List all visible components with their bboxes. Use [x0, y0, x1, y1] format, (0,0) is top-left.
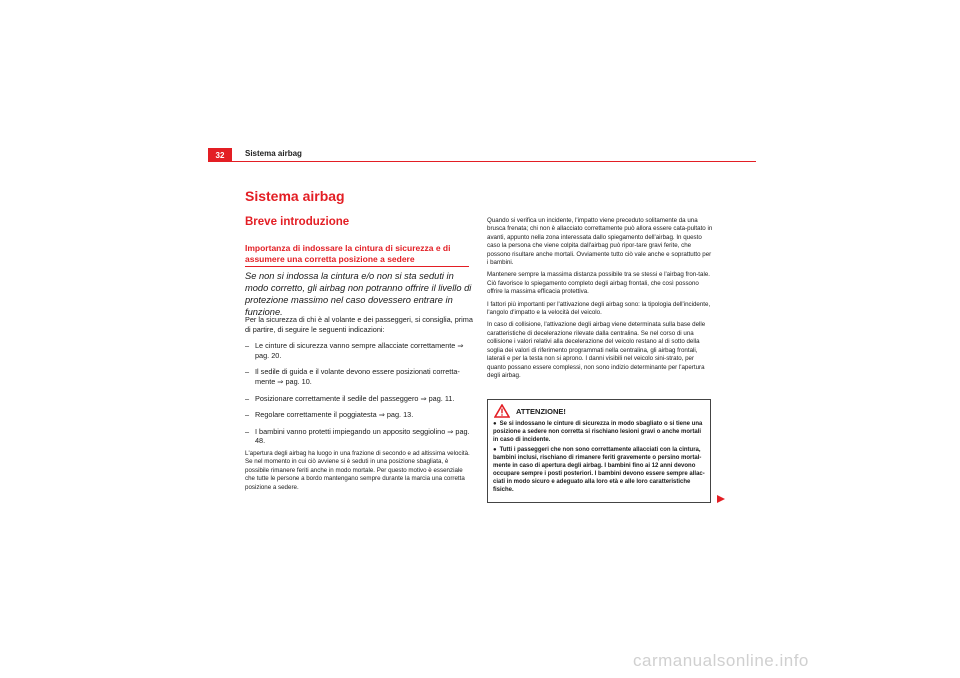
running-head: Sistema airbag [245, 149, 302, 158]
intro-text: Se non si indossa la cintura e/o non si sta seduti in modo corretto, gli airbag non potranno offrire il livello di protezione massimo nel caso dovessero entrare in funzione. [245, 271, 472, 317]
subsection-title: Importanza di indossare la cintura di sicurezza e di assumere una corretta posizione a sedere [245, 243, 469, 267]
list-item [245, 427, 473, 446]
right-paragraph: I fattori più importanti per l'attivazione degli airbag sono: la tipologia dell'incidente, l'angolo d'impatto e la velocità del veicolo. [487, 300, 711, 317]
list-item [245, 410, 473, 420]
warning-header [494, 404, 566, 418]
page-number: 32 [208, 148, 232, 162]
small-paragraph: L'apertura degli airbag ha luogo in una frazione di secondo e ad altissima velocità. Se nel momento in cui ciò avviene si è seduti in una posizione sbagliata, è possibile rimanere feriti anche in modo mortale. Per questo motivo è essenziale che tutte le persone a bordo mantengano sempre durante la marcia una corretta posizione a sedere. [245, 450, 470, 491]
right-paragraph: In caso di collisione, l'attivazione degli airbag viene determinata sulla base delle caratteristiche di decelerazione rilevate dalla centralina. Se nel corso di una collisione i valori relativi alla decelerazione del veicolo restano al di sotto della soglia dei valori di riferimento programmati nella centralina, gli airbag frontali, laterali e per la testa non si aprono. I danni visibili nel veicolo sini-strato, per quanto possano essere complessi, non sono indizio determinante per l'apertura degli airbag. [487, 321, 706, 379]
right-paragraph: Mantenere sempre la massima distanza possibile tra se stessi e l'airbag fron-tale. Ciò favorisce lo spiegamento completo degli airbag frontali, che così possono offrire la massima efficacia protettiva. [487, 271, 711, 296]
warning-triangle-icon [494, 404, 510, 418]
list-item [245, 367, 473, 386]
dash-marker: – [245, 426, 250, 436]
dash-marker: – [245, 367, 250, 377]
warning-title: ATTENZIONE! [516, 406, 566, 416]
warning-item-text: Tutti i passeggeri che non sono correttamente allacciati con la cintura, bambini inclusi, rischiano di rimanere feriti gravemente o persino mortal-mente in caso di apertura degli airbag. I bambini fino ai 12 anni devono occupare sempre i posti posteriori. I bambini devono essere sempre allac-ciati in modo sicuro e adeguato alla loro età e alle loro caratteristiche fisiche. [493, 447, 705, 493]
list-item-text: I bambini vanno protetti impiegando un apposito seggiolino ⇒ pag. 48. [255, 426, 470, 446]
continue-arrow-icon [717, 495, 725, 503]
bullet-icon: ● [493, 421, 497, 427]
right-column [487, 217, 713, 384]
list-item-text: Le cinture di sicurezza vanno sempre allacciate correttamente ⇒ pag. 20. [255, 341, 464, 360]
dash-marker: – [245, 393, 250, 403]
dash-marker: – [245, 341, 250, 351]
list-item-text: Posizionare correttamente il sedile del passeggero ⇒ pag. 11. [255, 393, 455, 403]
left-body [245, 315, 473, 453]
list-item-text: Il sedile di guida e il volante devono essere posizionati corretta-mente ⇒ pag. 10. [255, 367, 460, 386]
page-title: Sistema airbag [245, 188, 345, 204]
warning-item [493, 446, 705, 494]
warning-item-text: Se si indossano le cinture di sicurezza in modo sbagliato o si tiene una posizione a sedere non corretta si rischiano lesioni gravi o anche mortali in caso di incidente. [493, 421, 703, 443]
list-item [245, 394, 473, 404]
watermark: carmanualsonline.info [633, 651, 809, 670]
dash-marker: – [245, 410, 250, 420]
section-title: Breve introduzione [245, 216, 350, 228]
warning-body [493, 420, 705, 496]
lead-paragraph: Per la sicurezza di chi è al volante e dei passeggeri, si consiglia, prima di partire, di seguire le seguenti indicazioni: [245, 315, 473, 334]
list-item-text: Regolare correttamente il poggiatesta ⇒ pag. 13. [255, 410, 414, 420]
bullet-icon: ● [493, 447, 497, 453]
warning-item [493, 420, 705, 444]
header-rule [208, 161, 756, 162]
warning-box [487, 399, 711, 503]
list-item [245, 341, 473, 360]
right-paragraph: Quando si verifica un incidente, l'impatto viene preceduto solitamente da una brusca frenata; chi non è allacciato correttamente può allora essere cata-pultato in avanti, appunto nella zona interessata dallo spiegamento dell'airbag. In questo caso la persona che viene colpita dall'airbag può ripor-tare gravi ferite, che possono risultare anche mortali. Ovviamente tutto ciò vale anche e soprattutto per i bambini. [487, 217, 713, 267]
